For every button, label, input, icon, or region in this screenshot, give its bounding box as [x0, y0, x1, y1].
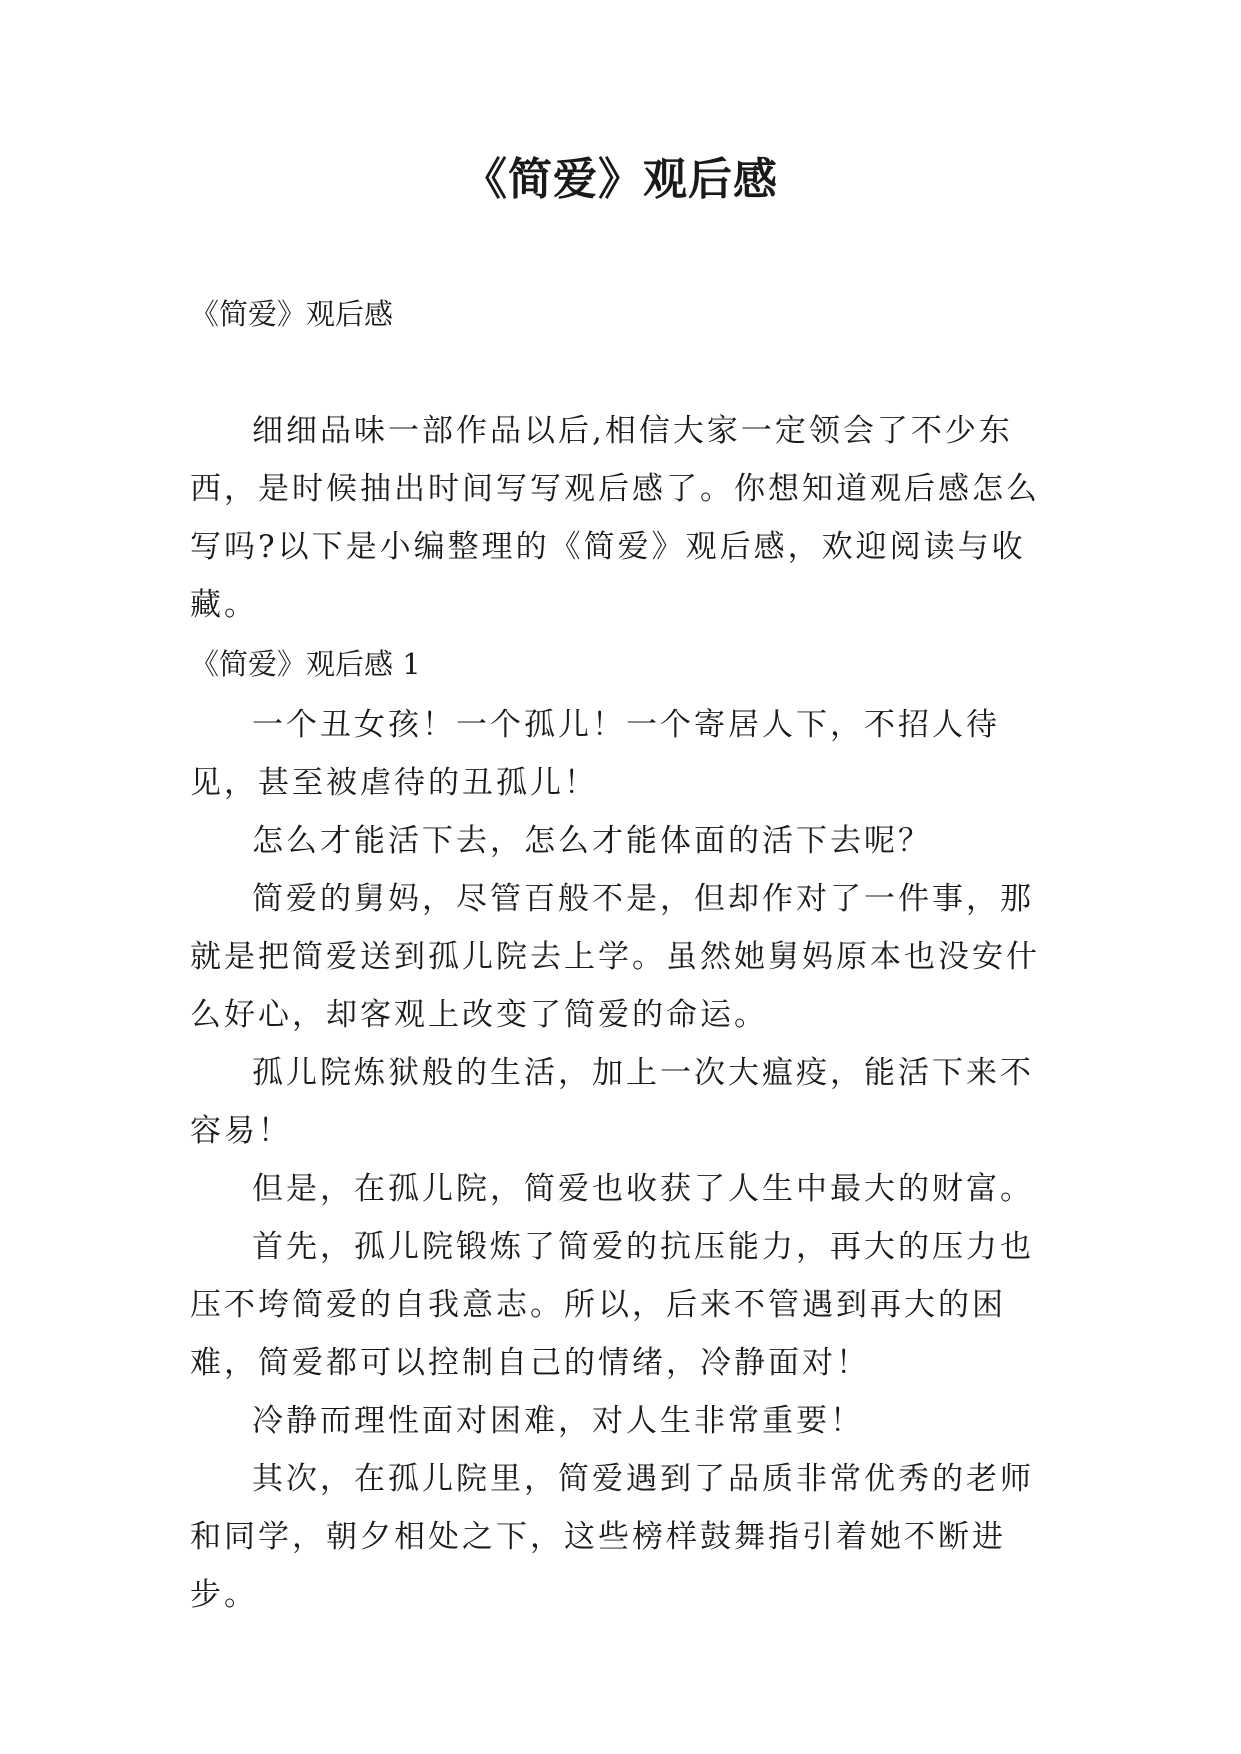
- section-heading: 《简爱》观后感 1: [190, 647, 421, 681]
- section-body: [190, 696, 1064, 1624]
- body-paragraph: 简爱的舅妈，尽管百般不是，但却作对了一件事，那就是把简爱送到孤儿院去上学。虽然她舅妈原本也没安什么好心，却客观上改变了简爱的命运。: [190, 881, 1040, 1033]
- body-paragraph: 其次，在孤儿院里，简爱遇到了品质非常优秀的老师和同学，朝夕相处之下，这些榜样鼓舞指引着她不断进步。: [190, 1461, 1034, 1613]
- body-paragraph: 首先，孤儿院锻炼了简爱的抗压能力，再大的压力也压不垮简爱的自我意志。所以，后来不管遇到再大的困难，简爱都可以控制自己的情绪，冷静面对！: [190, 1229, 1034, 1381]
- body-paragraph: 但是，在孤儿院，简爱也收获了人生中最大的财富。: [252, 1171, 1034, 1207]
- document-title: 《简爱》观后感: [463, 154, 778, 205]
- body-paragraph: 一个丑女孩！一个孤儿！一个寄居人下，不招人待见，甚至被虐待的丑孤儿！: [190, 707, 1000, 801]
- body-paragraph: 孤儿院炼狱般的生活，加上一次大瘟疫，能活下来不容易！: [190, 1055, 1034, 1149]
- intro-paragraph: 细细品味一部作品以后,相信大家一定领会了不少东西，是时候抽出时间写写观后感了。你想知道观后感怎么写吗?以下是小编整理的《简爱》观后感，欢迎阅读与收藏。: [190, 413, 1040, 623]
- document-subtitle: 《简爱》观后感: [190, 297, 394, 331]
- body-paragraph: 冷静而理性面对困难，对人生非常重要！: [252, 1403, 864, 1439]
- body-paragraph: 怎么才能活下去，怎么才能体面的活下去呢？: [252, 823, 932, 859]
- intro-block: [190, 402, 1064, 634]
